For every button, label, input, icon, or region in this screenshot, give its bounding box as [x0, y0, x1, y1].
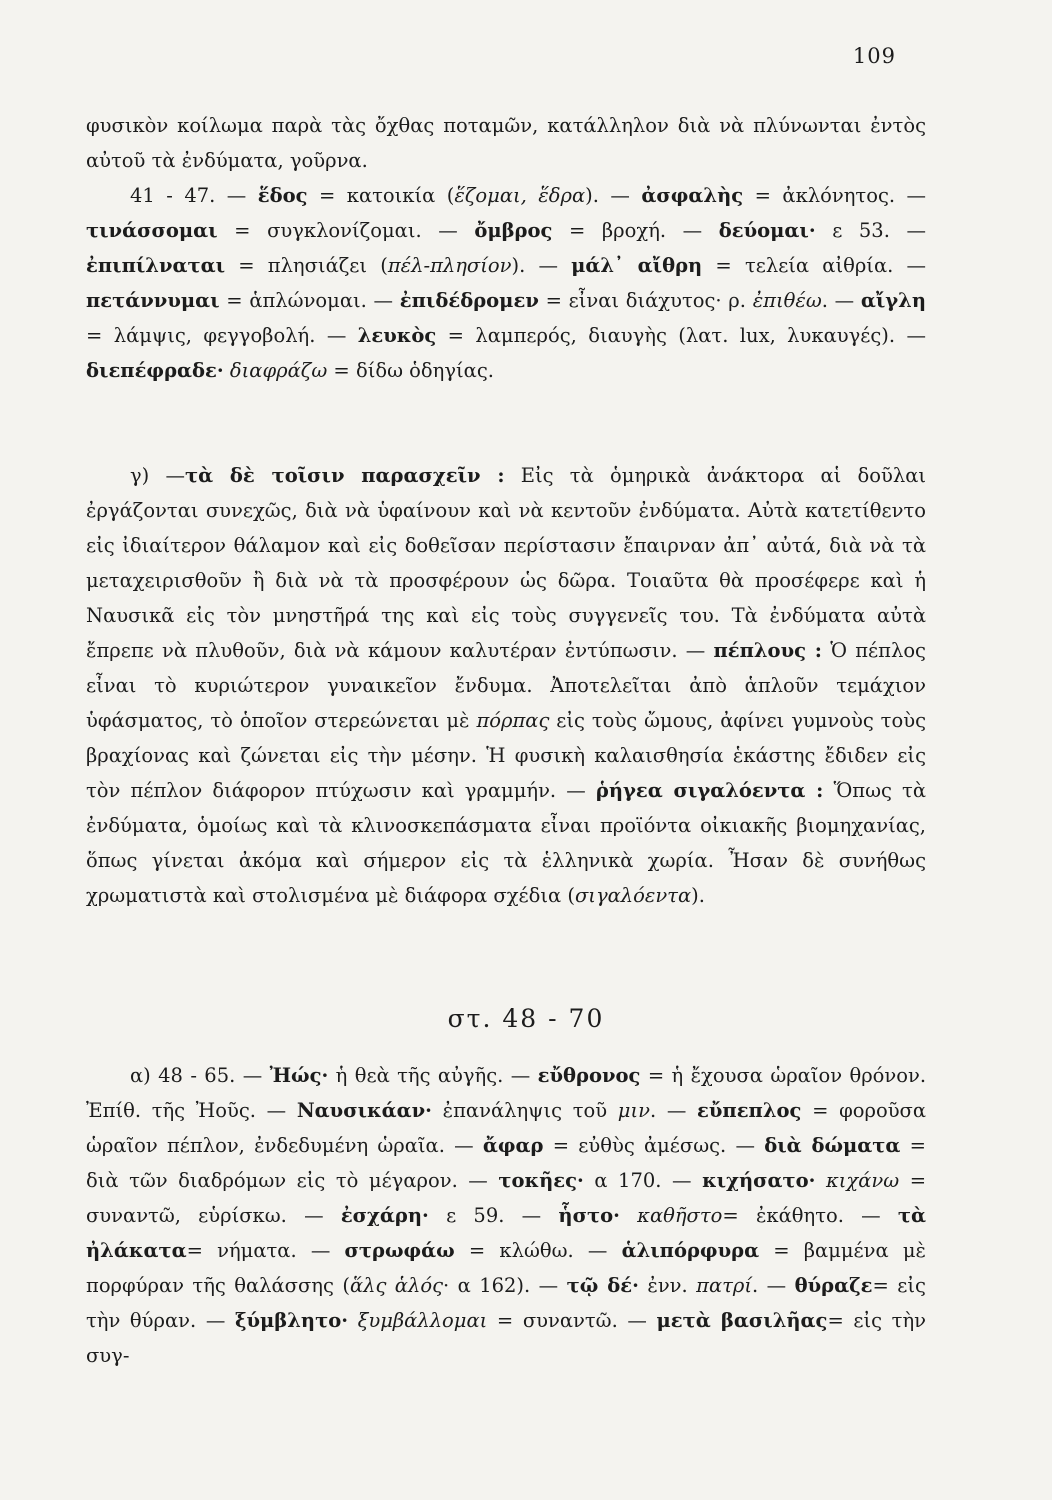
lemma-term: δεύομαι·	[718, 219, 816, 242]
text-run: = τελεία αἰθρία. —	[715, 254, 926, 277]
text-run: = ἐκάθητο. —	[722, 1204, 881, 1227]
lemma-term: ἐπιπίλναται	[86, 254, 226, 277]
section-heading: στ. 48 - 70	[447, 1004, 605, 1033]
italic-text: κιχάνω	[825, 1169, 900, 1192]
lemma-term: ἕδος	[257, 184, 308, 207]
commentary-block-3	[86, 1058, 926, 1373]
italic-text: ἅλς ἁλός	[349, 1274, 443, 1297]
italic-text: καθῆστο	[637, 1204, 723, 1227]
lemma-term: λευκὸς	[357, 324, 437, 347]
text-run: = εἰς τὴν συγ-	[86, 1309, 926, 1367]
lemma-term: στρωφάω	[344, 1239, 455, 1262]
text-run: = ἡ ἔχουσα ὡραῖον θρόνον. Ἐπίθ. τῆς Ἠοῦς. —	[86, 1064, 927, 1122]
italic-text: πατρί	[696, 1274, 753, 1297]
lemma-term: Ναυσικάαν·	[296, 1099, 432, 1122]
italic-text: πόρπας	[476, 709, 550, 732]
italic-text: διαφράζω	[229, 359, 328, 382]
italic-text: πέλ-πλησίον	[387, 254, 512, 277]
italic-text: σιγαλόεντα	[574, 884, 692, 907]
lemma-term: Ἠώς·	[269, 1064, 329, 1087]
lemma-term: διὰ δώματα	[764, 1134, 901, 1157]
lemma-term: ἐσχάρη·	[340, 1204, 429, 1227]
text-run: = συναντῶ. —	[496, 1309, 647, 1332]
text-run: = κατοικία (	[318, 184, 455, 207]
text-run: ἡ θεὰ τῆς αὐγῆς. —	[335, 1064, 531, 1087]
lemma-term: κιχήσατο·	[702, 1169, 816, 1192]
text-run: = λάμψις, φεγγοβολή. —	[86, 324, 347, 347]
text-run: ἐπανάληψις τοῦ	[442, 1099, 608, 1122]
text-run: · α 162). —	[443, 1274, 559, 1297]
text-run: = κλώθω. —	[468, 1239, 608, 1262]
text-run: α 170. —	[594, 1169, 692, 1192]
text-run: = δίδω ὁδηγίας.	[333, 359, 494, 382]
text-run: = συγκλονίζομαι. —	[234, 219, 458, 242]
lemma-term: θύραζε	[794, 1274, 873, 1297]
lemma-term: ἐπιδέδρομεν	[399, 289, 539, 312]
text-run: Εἰς τὰ ὁμηρικὰ ἀνάκτορα αἱ δοῦλαι ἐργάζονται συνεχῶς, διὰ νὰ ὑφαίνουν καὶ νὰ κεντοῦν ἐνδύματα. Αὐτὰ κατετίθεντο εἰς ἰδιαίτερον θάλαμον καὶ εἰς δοθεῖσαν περίστασιν ἔπαιρναν ἀπ᾽ αὐτά, διὰ νὰ τὰ μεταχειρισθοῦν ἢ διὰ νὰ τὰ προσφέρουν ὡς δῶρα. Τοιαῦτα θὰ προσέφερε καὶ ἡ Ναυσικᾶ εἰς τὸν μνηστῆρά της καὶ εἰς τοὺς συγγενεῖς του. Τὰ ἐνδύματα αὐτὰ ἔπρεπε νὰ πλυθοῦν, διὰ νὰ κάμουν καλυτέραν ἐντύπωσιν. —	[86, 464, 927, 662]
text-run: εἰς τοὺς ὤμους, ἀφίνει γυμνοὺς τοὺς βραχίονας καὶ ζώνεται εἰς τὴν μέσην. Ἡ φυσικὴ καλαισθησία ἑκάστης ἔδιδεν εἰς τὸν πέπλον διάφορον πτύχωσιν καὶ γραμμήν. —	[86, 709, 926, 802]
text-run: α) 48 - 65. —	[130, 1064, 263, 1087]
commentary-block-1	[86, 108, 926, 388]
lemma-term: τοκῆες·	[498, 1169, 584, 1192]
lemma-term: τὰ ἠλάκατα	[86, 1204, 927, 1262]
lemma-term: τινάσσομαι	[86, 219, 218, 242]
text-run: φυσικὸν κοίλωμα παρὰ τὰς ὄχθας ποταμῶν, κατάλληλον διὰ νὰ πλύνωνται ἐντὸς αὐτοῦ τὰ ἐνδύματα, γοῦρνα.	[86, 114, 926, 172]
text-run: Ὁ πέπλος εἶναι τὸ κυριώτερον γυναικεῖον ἔνδυμα. Ἀποτελεῖται ἀπὸ ἁπλοῦν τεμάχιον ὑφάσματος, τὸ ὁποῖον στερεώνεται μὲ	[86, 639, 926, 732]
text-run: = διὰ τῶν διαδρόμων εἰς τὸ μέγαρον. —	[86, 1134, 926, 1192]
text-run: Ὅπως τὰ ἐνδύματα, ὁμοίως καὶ τὰ κλινοσκεπάσματα εἶναι προϊόντα οἰκιακῆς βιομηχανίας, ὅπως γίνεται ἀκόμα καὶ σήμερον εἰς τὰ ἑλληνικὰ χωρία. Ἦσαν δὲ συνήθως χρωματιστὰ καὶ στολισμένα μὲ διάφορα σχέδια (	[86, 779, 926, 907]
text-run: = εἰς τὴν θύραν. —	[86, 1274, 926, 1332]
text-run: = συναντῶ, εὑρίσκω. —	[86, 1169, 927, 1227]
italic-text: μιν	[617, 1099, 650, 1122]
commentary-block-2	[86, 458, 926, 913]
lemma-term: ῥήγεα σιγαλόεντα :	[595, 779, 824, 802]
lemma-term: τὰ δὲ τοῖσιν παρασχεῖν :	[184, 464, 505, 487]
page-number: 109	[852, 44, 896, 68]
lemma-term: διεπέφραδε·	[86, 359, 224, 382]
lemma-term: ἧστο·	[558, 1204, 620, 1227]
lemma-term: ἄφαρ	[482, 1134, 544, 1157]
lemma-term: ξύμβλητο·	[234, 1309, 349, 1332]
lemma-term: πέπλους :	[713, 639, 822, 662]
lemma-term: ἀσφαλὴς	[641, 184, 744, 207]
text-run: = βροχή. —	[568, 219, 703, 242]
text-run: = πλησιάζει (	[238, 254, 388, 277]
italic-text: ξυμβάλλομαι	[357, 1309, 488, 1332]
text-run: ἐνν.	[647, 1274, 688, 1297]
paragraph-continuation	[86, 108, 926, 178]
lemma-term: πετάννυμαι	[86, 289, 220, 312]
text-run: 41 - 47. —	[130, 184, 247, 207]
text-run: = φοροῦσα ὡραῖον πέπλον, ἐνδεδυμένη ὡραῖα. —	[86, 1099, 927, 1157]
lemma-term: ἁλιπόρφυρα	[621, 1239, 760, 1262]
text-run: = βαμμένα μὲ πορφύραν τῆς θαλάσσης (	[86, 1239, 926, 1297]
text-run: = λαμπερός, διαυγὴς (λατ. lux, λυκαυγές). —	[447, 324, 926, 347]
text-run: ε 59. —	[446, 1204, 542, 1227]
italic-text: ἐπιθέω	[752, 289, 822, 312]
text-run: = ἀκλόνητος. —	[754, 184, 927, 207]
text-run: γ) —	[130, 464, 185, 487]
text-run: = νήματα. —	[186, 1239, 331, 1262]
lemma-term: μετὰ βασιλῆας	[656, 1309, 828, 1332]
paragraph-alpha	[86, 1058, 926, 1373]
text-run: ).	[691, 884, 705, 907]
lemma-term: ὄμβρος	[474, 219, 553, 242]
lemma-term: εὔθρονος	[537, 1064, 641, 1087]
text-run: . —	[821, 289, 855, 312]
lemma-term: εὔπεπλος	[697, 1099, 802, 1122]
text-run: . —	[649, 1099, 687, 1122]
lemma-term: μάλ᾽ αἴθρη	[571, 254, 703, 277]
lemma-term: αἴγλη	[860, 289, 927, 312]
lemma-term: τῷ δέ·	[566, 1274, 639, 1297]
text-run: ). —	[511, 254, 558, 277]
paragraph-gamma	[86, 458, 926, 913]
paragraph-41-47	[86, 178, 926, 388]
text-run: = εἶναι διάχυτος· ρ.	[545, 289, 746, 312]
text-run: = εὐθὺς ἀμέσως. —	[552, 1134, 755, 1157]
text-run: ε 53. —	[832, 219, 926, 242]
text-run: . —	[752, 1274, 787, 1297]
text-run: ). —	[585, 184, 630, 207]
text-run: = ἁπλώνομαι. —	[226, 289, 394, 312]
italic-text: ἕζομαι, ἕδρα	[454, 184, 586, 207]
